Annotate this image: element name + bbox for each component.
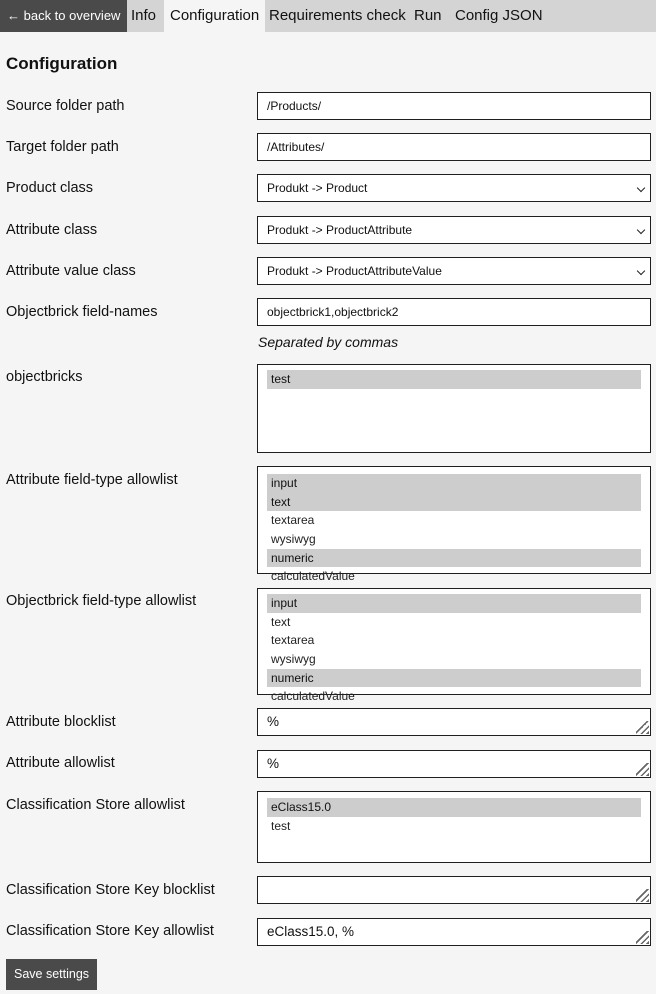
attribute-class-value: Produkt -> ProductAttribute [267,223,413,237]
objectbrick-type-option-input[interactable]: input [267,594,641,613]
attribute-blocklist-textarea[interactable] [257,708,651,736]
attribute-type-option-calculatedvalue[interactable]: calculatedValue [271,569,355,584]
attribute-blocklist-label: Attribute blocklist [6,714,116,730]
attribute-type-option-input[interactable]: input [267,474,641,493]
cs-option-test[interactable]: test [271,818,291,833]
attribute-value-class-select[interactable] [257,257,651,285]
attribute-blocklist-value: % [267,714,280,729]
tab-configuration[interactable]: Configuration [164,0,265,32]
tab-run[interactable]: Run [414,7,442,24]
attribute-type-option-text[interactable]: text [267,493,641,512]
source-folder-input[interactable]: /Products/ [257,92,651,120]
cs-allowlist-multiselect[interactable] [257,791,651,863]
tab-requirements-check[interactable]: Requirements check [269,7,406,24]
target-folder-label: Target folder path [6,139,119,155]
tab-config-json[interactable]: Config JSON [455,7,543,24]
objectbrick-names-input[interactable]: objectbrick1,objectbrick2 [257,298,651,326]
objectbrick-type-option-textarea[interactable]: textarea [271,633,315,648]
objectbrick-names-label: Objectbrick field-names [6,304,158,320]
attribute-allowlist-value: % [267,756,280,771]
product-class-select[interactable] [257,174,651,202]
tab-bar [0,0,656,32]
page-title: Configuration [6,54,118,73]
chevron-down-icon [637,267,645,275]
cs-key-blocklist-textarea[interactable] [257,876,651,904]
save-settings-button[interactable]: Save settings [6,959,97,990]
objectbricks-option-test[interactable]: test [267,370,641,389]
product-class-label: Product class [6,180,94,196]
attribute-type-option-wysiwyg[interactable]: wysiwyg [271,532,316,547]
attribute-class-select[interactable] [257,216,651,244]
attribute-allowlist-label: Attribute allowlist [6,755,115,771]
cs-key-allowlist-value: eClass15.0, % [267,924,355,939]
product-class-value: Produkt -> Product [267,181,368,195]
source-folder-label: Source folder path [6,98,125,114]
cs-key-allowlist-label: Classification Store Key allowlist [6,923,214,939]
objectbricks-label: objectbricks [6,369,83,385]
back-to-overview-link[interactable]: ← back to overview [0,0,127,32]
tab-info[interactable]: Info [131,7,157,24]
objectbrick-type-option-numeric[interactable]: numeric [267,669,641,688]
attribute-type-allowlist-multiselect[interactable] [257,466,651,584]
objectbrick-type-option-text[interactable]: text [271,614,291,629]
objectbricks-multiselect[interactable] [257,364,651,453]
resize-handle-icon[interactable] [636,889,649,902]
attribute-type-allowlist-label: Attribute field-type allowlist [6,472,178,488]
objectbrick-type-option-wysiwyg[interactable]: wysiwyg [271,652,316,667]
resize-handle-icon[interactable] [636,763,649,776]
attribute-value-class-value: Produkt -> ProductAttributeValue [267,264,442,278]
attribute-type-option-textarea[interactable]: textarea [271,513,315,528]
target-folder-input[interactable]: /Attributes/ [257,133,651,161]
cs-option-eclass15[interactable]: eClass15.0 [267,798,641,817]
objectbrick-type-allowlist-multiselect[interactable] [257,588,651,704]
chevron-down-icon [637,226,645,234]
attribute-type-option-numeric[interactable]: numeric [267,549,641,568]
attribute-class-label: Attribute class [6,222,98,238]
chevron-down-icon [637,184,645,192]
attribute-allowlist-textarea[interactable] [257,750,651,778]
resize-handle-icon[interactable] [636,721,649,734]
attribute-value-class-label: Attribute value class [6,263,136,279]
cs-key-allowlist-textarea[interactable] [257,918,651,946]
objectbrick-type-allowlist-label: Objectbrick field-type allowlist [6,593,197,609]
resize-handle-icon[interactable] [636,931,649,944]
cs-allowlist-label: Classification Store allowlist [6,797,185,813]
objectbrick-names-hint: Separated by commas [258,334,399,350]
objectbrick-type-option-calculatedvalue[interactable]: calculatedValue [271,689,355,704]
cs-key-blocklist-label: Classification Store Key blocklist [6,882,215,898]
